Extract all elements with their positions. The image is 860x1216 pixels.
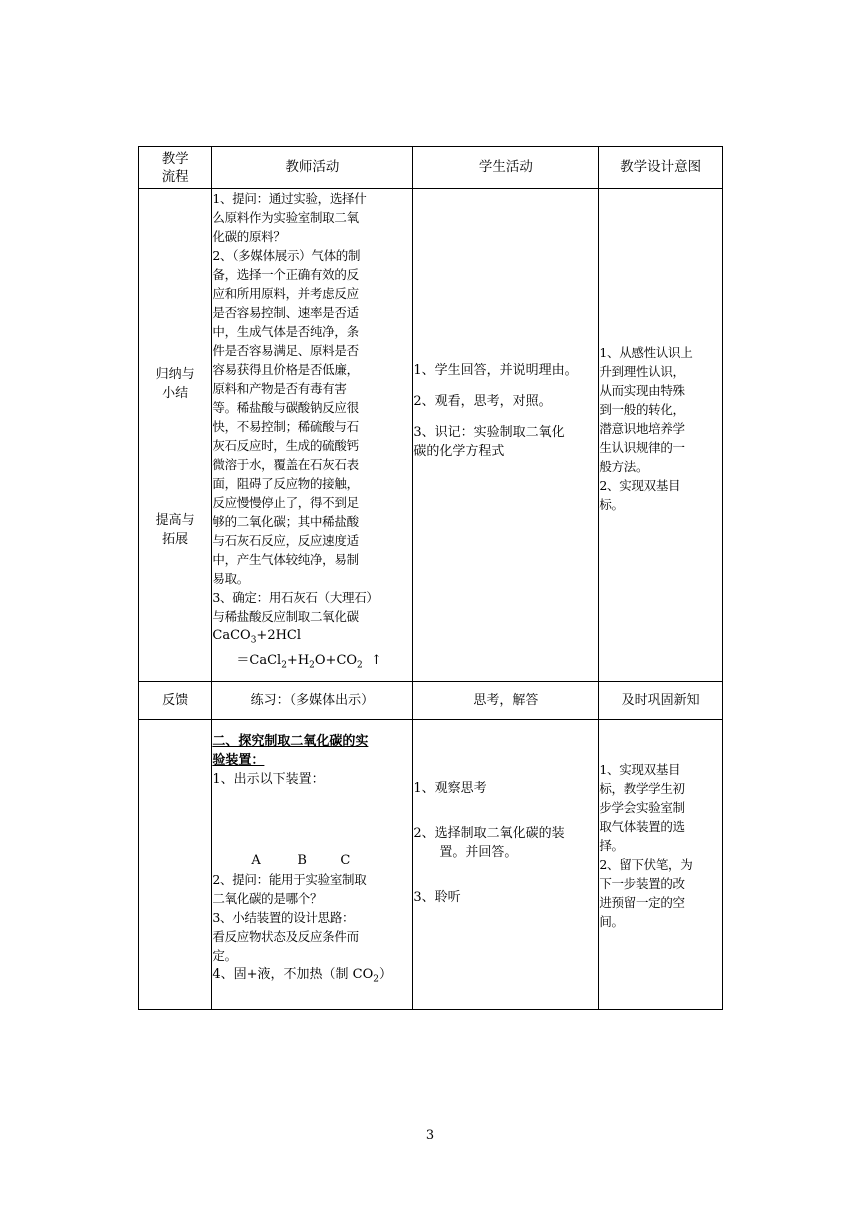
stage-cell: 归纳与 小结 提高与 拓展 xyxy=(139,189,212,682)
text-line: 易取。 xyxy=(212,571,249,586)
text-line: 2、实现双基目 xyxy=(599,478,681,493)
text-line: 二氧化碳的是哪个？ xyxy=(212,891,323,906)
student-activity-cell: 1、观察思考 2、选择制取二氧化碳的装 置。并回答。 3、聆听 xyxy=(413,720,599,1010)
teacher-activity-text xyxy=(212,189,412,626)
text-line: 等。稀盐酸与碳酸钠反应很 xyxy=(212,400,359,415)
text-line: 生认识规律的一 xyxy=(599,440,685,455)
text-line: 到一般的转化， xyxy=(599,402,685,417)
stage-feedback: 反馈 xyxy=(139,682,212,720)
header-design-intent: 教学设计意图 xyxy=(599,147,723,189)
text-line: 2、（多媒体展示）气体的制 xyxy=(212,248,361,263)
stage-extension: 提高与 xyxy=(155,513,195,528)
page-number: 3 xyxy=(425,1128,435,1143)
text-line: 标，教学学生初 xyxy=(599,781,685,796)
chemical-equation-lhs: CaCO$_3$+2HCl xyxy=(212,628,302,646)
text-line: 容易获得且价格是否低廉， xyxy=(212,362,359,377)
text-line: 件是否容易满足、原料是否 xyxy=(212,343,359,358)
text-line: 原料和产物是否有毒有害 xyxy=(212,381,347,396)
text-line: 中，产生气体较纯净，易制 xyxy=(212,552,359,567)
text-line: 从而实现由特殊 xyxy=(599,383,685,398)
section-heading: 二、探究制取二氧化碳的实 xyxy=(212,734,369,749)
text-line: 般方法。 xyxy=(599,459,649,474)
text-line: 是否容易控制、速率是否适 xyxy=(212,305,359,320)
text-line: 备，选择一个正确有效的反 xyxy=(212,267,359,282)
text-line: 1、从感性认识上 xyxy=(599,345,693,360)
text-line: 定。 xyxy=(212,948,237,963)
text-line: 3、确定：用石灰石（大理石） xyxy=(212,590,379,605)
teacher-activity-cell: 二、探究制取二氧化碳的实 验装置： 1、出示以下装置： A B C 2、提问：能用于实验室制取 二氧化碳的是哪个？ 3、小结装置的设计思路： 看反应物状态及反应条件而 定。 4、固+液，不加热（制 $CO_2$） xyxy=(212,720,413,1010)
text-line: 间。 xyxy=(599,914,624,929)
text-line: 标。 xyxy=(599,497,624,512)
text-line: 面，阻碍了反应物的接触， xyxy=(212,476,359,491)
text-line: 升到理性认识， xyxy=(599,364,685,379)
design-intent-feedback: 及时巩固新知 xyxy=(599,682,723,720)
text-line: 灰石反应时，生成的硫酸钙 xyxy=(212,438,359,453)
text-line: 2、留下伏笔，为 xyxy=(599,857,693,872)
apparatus-label-b: B xyxy=(297,853,307,868)
chemical-equation-rhs: $=CaCl_2+H_2O+CO_2$ ↑ xyxy=(236,652,382,671)
text-line: 么原料作为实验室制取二氧 xyxy=(212,210,359,225)
student-activity-cell: 1、学生回答，并说明理由。 2、观看，思考，对照。 3、识记：实验制取二氧化 碳的化学方程式 xyxy=(413,189,599,682)
stage-cell-empty xyxy=(139,720,212,1010)
text-line: 与石灰石反应，反应速度适 xyxy=(212,533,359,548)
table-row xyxy=(139,189,723,682)
design-intent-text xyxy=(599,343,722,514)
text-line: 应和所用原料，并考虑反应 xyxy=(212,286,359,301)
teacher-activity-feedback: 练习：（多媒体出示） xyxy=(212,682,413,720)
lesson-plan-table xyxy=(138,146,723,1010)
text-line: 中，生成气体是否纯净，条 xyxy=(212,324,359,339)
text-line: 快，不易控制；稀硫酸与石 xyxy=(212,419,359,434)
table-row xyxy=(139,720,723,1010)
text-line: 择。 xyxy=(599,838,624,853)
apparatus-labels xyxy=(212,851,412,870)
design-intent-cell xyxy=(599,189,723,682)
design-intent-cell xyxy=(599,720,723,1010)
text-line: 反应慢慢停止了，得不到足 xyxy=(212,495,359,510)
table-row xyxy=(139,682,723,720)
text-line: 进预留一定的空 xyxy=(599,895,685,910)
text-line: 化碳的原料？ xyxy=(212,229,286,244)
text-line: 看反应物状态及反应条件而 xyxy=(212,929,359,944)
text-line: 取气体装置的选 xyxy=(599,819,685,834)
student-activity-feedback: 思考，解答 xyxy=(413,682,599,720)
text-line: 微溶于水，覆盖在石灰石表 xyxy=(212,457,359,472)
header-teacher-activity: 教师活动 xyxy=(212,147,413,189)
text-line: 潜意识地培养学 xyxy=(599,421,685,436)
text-line: 1、实现双基目 xyxy=(599,762,681,777)
text-line: 与稀盐酸反应制取二氧化碳 xyxy=(212,609,359,624)
text-line: 下一步装置的改 xyxy=(599,876,685,891)
text-line: 1、提问：通过实验，选择什 xyxy=(212,191,367,206)
apparatus-label-c: C xyxy=(340,853,351,868)
teacher-last-line: 4、固+液，不加热（制 $CO_2$） xyxy=(212,967,393,985)
teacher-activity-cell xyxy=(212,189,413,682)
stage-summary: 归纳与 xyxy=(155,367,195,382)
header-student-activity: 学生活动 xyxy=(413,147,599,189)
text-line: 3、小结装置的设计思路： xyxy=(212,910,355,925)
table-header-row xyxy=(139,147,723,189)
apparatus-label-a: A xyxy=(251,853,261,868)
text-line: 2、提问：能用于实验室制取 xyxy=(212,872,367,887)
text-line: 够的二氧化碳；其中稀盐酸 xyxy=(212,514,359,529)
apparatus-figure-area xyxy=(212,789,412,851)
text-line: 步学会实验室制 xyxy=(599,800,685,815)
header-process: 教学 流程 xyxy=(139,147,212,189)
